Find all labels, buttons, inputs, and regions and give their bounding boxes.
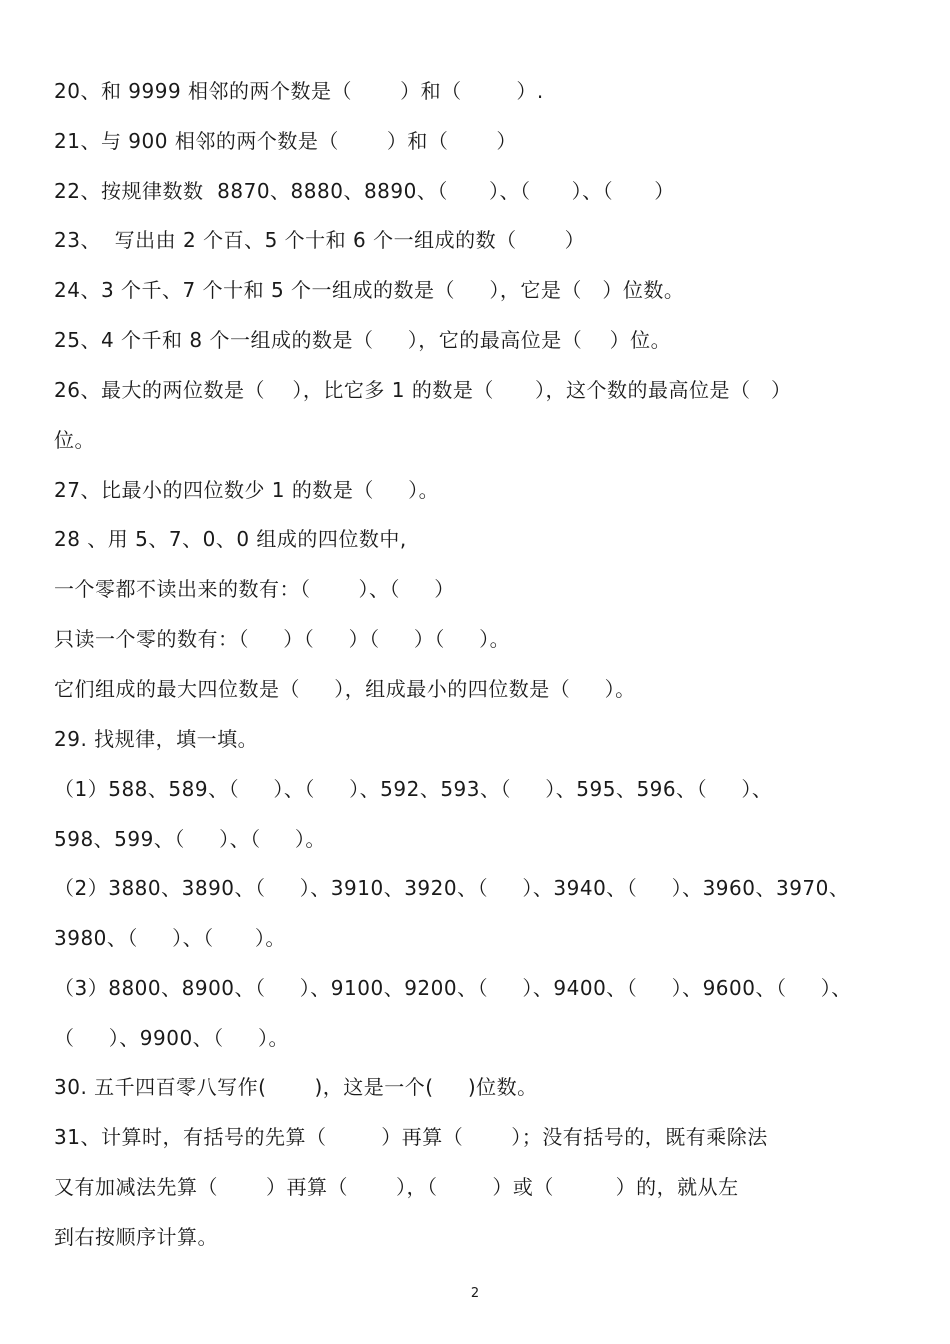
question-22: 22、按规律数数 8870、8880、8890、（ ）、（ ）、（ ） [54, 179, 675, 203]
question-27: 27、比最小的四位数少 1 的数是（ ）。 [54, 478, 440, 502]
question-30: 30. 五千四百零八写作( )，这是一个( )位数。 [54, 1075, 538, 1099]
question-31: 31、计算时，有括号的先算（ ）再算（ ）；没有括号的，既有乘除法 [54, 1125, 768, 1149]
question-26-continued: 位。 [54, 428, 95, 452]
question-25: 25、4 个千和 8 个一组成的数是（ ），它的最高位是（ ）位。 [54, 328, 672, 352]
question-29-item-1-continued: 598、599、（ ）、（ ）。 [54, 827, 326, 851]
question-28: 28 、用 5、7、0、0 组成的四位数中, [54, 527, 407, 551]
question-29-item-3-continued: （ ）、9900、（ ）。 [54, 1026, 289, 1050]
question-20: 20、和 9999 相邻的两个数是（ ）和（ ）. [54, 79, 544, 103]
question-24: 24、3 个千、7 个十和 5 个一组成的数是（ ），它是（ ）位数。 [54, 278, 685, 302]
question-26: 26、最大的两位数是（ ），比它多 1 的数是（ ），这个数的最高位是（ ） [54, 378, 792, 402]
question-21: 21、与 900 相邻的两个数是（ ）和（ ） [54, 129, 517, 153]
page-number: 2 [470, 1286, 480, 1301]
question-29-item-1: （1）588、589、（ ）、（ ）、592、593、（ ）、595、596、（ ）、 [54, 777, 773, 801]
question-28-part-3: 它们组成的最大四位数是（ ），组成最小的四位数是（ ）。 [54, 677, 636, 701]
question-29-item-3: （3）8800、8900、（ ）、9100、9200、（ ）、9400、（ ）、9600、（ ）、 [54, 976, 852, 1000]
question-31-continued: 又有加减法先算（ ）再算（ ），（ ）或（ ）的，就从左 [54, 1175, 739, 1199]
question-28-part-2: 只读一个零的数有：（ ）（ ）（ ）（ ）。 [54, 627, 511, 651]
question-28-part-1: 一个零都不读出来的数有：（ ）、（ ） [54, 577, 455, 601]
question-31-end: 到右按顺序计算。 [54, 1225, 218, 1249]
question-29-item-2-continued: 3980、（ ）、（ ）。 [54, 926, 286, 950]
question-29: 29. 找规律，填一填。 [54, 727, 259, 751]
question-23: 23、 写出由 2 个百、5 个十和 6 个一组成的数（ ） [54, 228, 586, 252]
question-29-item-2: （2）3880、3890、（ ）、3910、3920、（ ）、3940、（ ）、3960、3970、 [54, 876, 850, 900]
